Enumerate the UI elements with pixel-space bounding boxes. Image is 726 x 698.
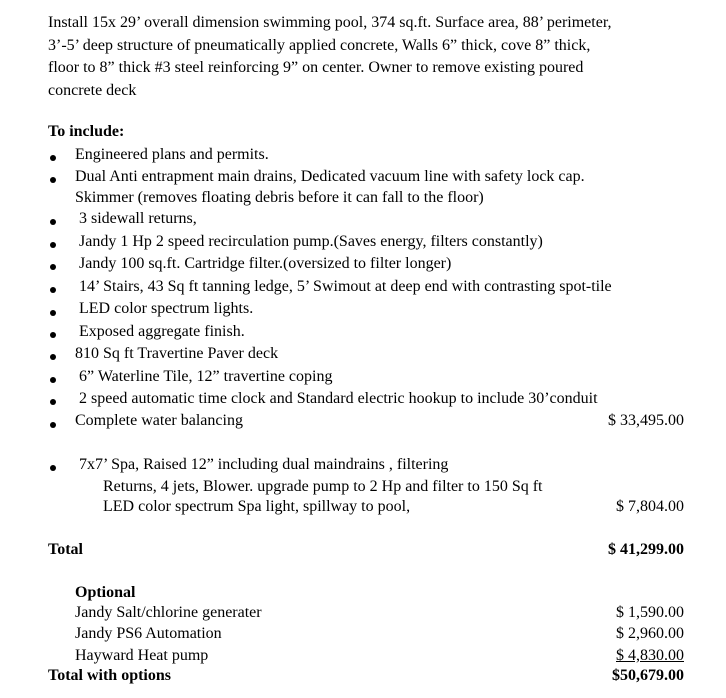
total-options-value: $50,679.00 <box>612 667 684 684</box>
bullet-icon <box>50 354 56 360</box>
bullet-icon <box>50 399 56 405</box>
spa-line: Returns, 4 jets, Blower. upgrade pump to 2 Hp and filter to 150 Sq ft <box>103 478 543 495</box>
list-item: Engineered plans and permits. <box>75 146 269 163</box>
intro-paragraph <box>48 12 708 102</box>
spa-line: 7x7’ Spa, Raised 12” including dual maindrains , filtering <box>79 456 449 473</box>
bullet-icon <box>50 422 56 428</box>
optional-item-price: $ 1,590.00 <box>616 604 684 621</box>
list-item: 810 Sq ft Travertine Paver deck <box>75 345 279 362</box>
list-item: Dual Anti entrapment main drains, Dedicated vacuum line with safety lock cap. <box>75 168 585 185</box>
list-item: 2 speed automatic time clock and Standard electric hookup to include 30’conduit <box>79 390 598 407</box>
optional-item-label: Jandy Salt/chlorine generater <box>75 604 262 621</box>
optional-heading: Optional <box>75 584 136 601</box>
bullet-icon <box>50 310 56 316</box>
list-item-continued: Skimmer (removes floating debris before it can fall to the floor) <box>75 189 484 206</box>
bullet-icon <box>50 465 56 471</box>
list-item: Complete water balancing <box>75 412 243 429</box>
total-options-label: Total with options <box>48 667 171 684</box>
bullet-icon <box>50 219 56 225</box>
include-heading: To include: <box>48 123 125 140</box>
list-item: 3 sidewall returns, <box>79 210 197 227</box>
bullet-icon <box>50 332 56 338</box>
bullet-icon <box>50 377 56 383</box>
total-label: Total <box>48 541 83 558</box>
optional-item-label: Jandy PS6 Automation <box>75 625 222 642</box>
intro-line: 3’-5’ deep structure of pneumatically applied concrete, Walls 6” thick, cove 8” thick, <box>48 36 591 54</box>
bullet-icon <box>50 242 56 248</box>
list-item: LED color spectrum lights. <box>79 300 254 317</box>
list-item: Exposed aggregate finish. <box>79 323 245 340</box>
bullet-icon <box>50 155 56 161</box>
intro-line: concrete deck <box>48 81 137 99</box>
spa-price: $ 7,804.00 <box>616 498 684 515</box>
list-item: Jandy 100 sq.ft. Cartridge filter.(oversized to filter longer) <box>79 255 452 272</box>
bullet-icon <box>50 264 56 270</box>
intro-line: Install 15x 29’ overall dimension swimming pool, 374 sq.ft. Surface area, 88’ perimeter, <box>48 14 612 31</box>
spa-line: LED color spectrum Spa light, spillway to pool, <box>103 498 411 515</box>
intro-line: floor to 8” thick #3 steel reinforcing 9” on center. Owner to remove existing poured <box>48 59 584 76</box>
list-item: 14’ Stairs, 43 Sq ft tanning ledge, 5’ Swimout at deep end with contrasting spot-tile <box>79 278 612 295</box>
list-item: Jandy 1 Hp 2 speed recirculation pump.(Saves energy, filters constantly) <box>79 233 543 250</box>
list-item: 6” Waterline Tile, 12” travertine coping <box>79 368 333 385</box>
pool-price: $ 33,495.00 <box>608 412 684 429</box>
optional-item-price: $ 2,960.00 <box>616 625 684 642</box>
optional-item-label: Hayward Heat pump <box>75 647 209 664</box>
total-value: $ 41,299.00 <box>608 541 684 558</box>
bullet-icon <box>50 287 56 293</box>
optional-item-price: $ 4,830.00 <box>616 647 684 664</box>
bullet-icon <box>50 177 56 183</box>
